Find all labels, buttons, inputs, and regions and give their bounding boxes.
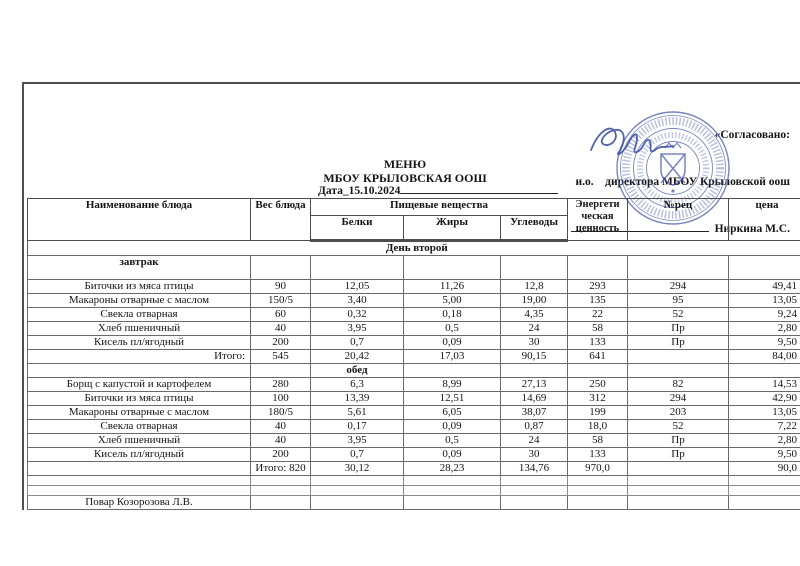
cell-r1-c2: [311, 255, 404, 279]
cell-r11-c3: 6,05: [404, 405, 501, 419]
cell-r18-c3: [404, 495, 501, 509]
cell-r7-c1: 545: [251, 349, 311, 363]
cell-r2-c6: 294: [628, 279, 729, 293]
cell-r7-c4: 90,15: [501, 349, 568, 363]
col-header-energy: Энергети ческая ценность: [568, 199, 628, 241]
cell-r6-c5: 133: [568, 335, 628, 349]
cell-r13-c6: Пр: [628, 433, 729, 447]
cell-r9-c1: 280: [251, 377, 311, 391]
cell-r13-c1: 40: [251, 433, 311, 447]
cell-r11-c6: 203: [628, 405, 729, 419]
cell-r14-c1: 200: [251, 447, 311, 461]
cell-r18-c5: [568, 495, 628, 509]
cell-r7-c5: 641: [568, 349, 628, 363]
cell-r17-c5: [568, 485, 628, 495]
cell-r1-c5: [568, 255, 628, 279]
cell-r17-c2: [311, 485, 404, 495]
cell-r3-c1: 150/5: [251, 293, 311, 307]
approver-name: Ниркина М.С.: [714, 223, 790, 235]
cell-r5-c7: 2,80: [729, 321, 800, 335]
table-row-item: [28, 307, 800, 321]
cell-r17-c7: [729, 485, 800, 495]
cell-r3-c2: 3,40: [311, 293, 404, 307]
cell-r12-c7: 7,22: [729, 419, 800, 433]
table-row-item: [28, 321, 800, 335]
table-row-cook: [28, 495, 800, 509]
table-row-empty: [28, 485, 800, 495]
cell-r11-c1: 180/5: [251, 405, 311, 419]
cell-r9-c2: 6,3: [311, 377, 404, 391]
cell-r1-c6: [628, 255, 729, 279]
cell-r14-c4: 30: [501, 447, 568, 461]
cell-r8-c6: [628, 363, 729, 377]
cell-r8-c1: [251, 363, 311, 377]
cell-r6-c7: 9,50: [729, 335, 800, 349]
cell-r16-c2: [311, 475, 404, 485]
cell-r5-c6: Пр: [628, 321, 729, 335]
cell-r12-c2: 0,17: [311, 419, 404, 433]
cell-r8-c3: [404, 363, 501, 377]
cell-r9-c5: 250: [568, 377, 628, 391]
table-row-day: [28, 241, 800, 256]
cell-r9-c0: Борщ с капустой и картофелем: [28, 377, 251, 391]
cell-r3-c5: 135: [568, 293, 628, 307]
cell-r8-c0: [28, 363, 251, 377]
school-name: МБОУ КРЫЛОВСКАЯ ООШ: [323, 171, 487, 185]
cell-r15-c7: 90,0: [729, 461, 800, 475]
cell-r2-c4: 12,8: [501, 279, 568, 293]
cell-r16-c7: [729, 475, 800, 485]
cell-r1-c7: [729, 255, 800, 279]
cell-r16-c3: [404, 475, 501, 485]
cell-r17-c4: [501, 485, 568, 495]
cell-r6-c2: 0,7: [311, 335, 404, 349]
cell-r15-c4: 134,76: [501, 461, 568, 475]
cell-r9-c3: 8,99: [404, 377, 501, 391]
cell-r18-c7: [729, 495, 800, 509]
cell-r13-c4: 24: [501, 433, 568, 447]
table-row-item: [28, 405, 800, 419]
cell-r15-c2: 30,12: [311, 461, 404, 475]
cell-r15-c3: 28,23: [404, 461, 501, 475]
cell-r14-c3: 0,09: [404, 447, 501, 461]
cell-r3-c3: 5,00: [404, 293, 501, 307]
cell-r8-c5: [568, 363, 628, 377]
table-row-item: [28, 433, 800, 447]
cell-r4-c4: 4,35: [501, 307, 568, 321]
cell-r13-c2: 3,95: [311, 433, 404, 447]
cell-r12-c5: 18,0: [568, 419, 628, 433]
cell-r14-c5: 133: [568, 447, 628, 461]
cell-r12-c1: 40: [251, 419, 311, 433]
cell-r4-c2: 0,32: [311, 307, 404, 321]
cell-r11-c7: 13,05: [729, 405, 800, 419]
cell-r6-c6: Пр: [628, 335, 729, 349]
menu-table-header: [28, 199, 800, 241]
cell-r4-c0: Свекла отварная: [28, 307, 251, 321]
cell-r9-c4: 27,13: [501, 377, 568, 391]
cell-r9-c7: 14,53: [729, 377, 800, 391]
cell-r5-c4: 24: [501, 321, 568, 335]
cell-r15-c5: 970,0: [568, 461, 628, 475]
col-header-dish-name: Наименование блюда: [28, 199, 251, 241]
table-row-item: [28, 335, 800, 349]
cell-r4-c5: 22: [568, 307, 628, 321]
cell-r6-c0: Кисель пл/ягодный: [28, 335, 251, 349]
menu-table-body: [28, 241, 800, 510]
cell-r7-c0: Итого:: [28, 349, 251, 363]
cell-r3-c7: 13,05: [729, 293, 800, 307]
day-label: День второй: [28, 241, 800, 256]
cell-r18-c6: [628, 495, 729, 509]
table-row-section: [28, 255, 800, 279]
cell-r12-c3: 0,09: [404, 419, 501, 433]
cell-r7-c7: 84,00: [729, 349, 800, 363]
cell-r5-c2: 3,95: [311, 321, 404, 335]
date-underline: [400, 184, 558, 194]
cell-r6-c3: 0,09: [404, 335, 501, 349]
col-header-recipe: №рец: [628, 199, 729, 241]
col-header-protein: Белки: [311, 216, 404, 241]
cell-r12-c6: 52: [628, 419, 729, 433]
cell-r5-c5: 58: [568, 321, 628, 335]
cell-r12-c0: Свекла отварная: [28, 419, 251, 433]
cell-r14-c0: Кисель пл/ягодный: [28, 447, 251, 461]
cell-r13-c0: Хлеб пшеничный: [28, 433, 251, 447]
cell-r10-c7: 42,90: [729, 391, 800, 405]
cell-r14-c7: 9,50: [729, 447, 800, 461]
cell-r6-c4: 30: [501, 335, 568, 349]
cell-r18-c2: [311, 495, 404, 509]
cell-r17-c6: [628, 485, 729, 495]
cell-r14-c2: 0,7: [311, 447, 404, 461]
cell-r1-c1: [251, 255, 311, 279]
cell-r10-c2: 13,39: [311, 391, 404, 405]
cell-r2-c3: 11,26: [404, 279, 501, 293]
table-row-item: [28, 279, 800, 293]
menu-table: [27, 198, 800, 510]
cell-r17-c1: [251, 485, 311, 495]
col-header-carbs: Углеводы: [501, 216, 568, 241]
cell-r10-c1: 100: [251, 391, 311, 405]
table-row-item: [28, 377, 800, 391]
cell-r11-c2: 5,61: [311, 405, 404, 419]
cell-r8-c7: [729, 363, 800, 377]
cell-r13-c3: 0,5: [404, 433, 501, 447]
cell-r7-c3: 17,03: [404, 349, 501, 363]
approval-line2: и.о. директора МБОУ Крыловской оош: [575, 175, 790, 188]
col-header-weight: Вес блюда: [251, 199, 311, 241]
table-row-item: [28, 293, 800, 307]
table-row-meal: [28, 363, 800, 377]
cell-r18-c0: Повар Козорозова Л.В.: [28, 495, 251, 509]
cell-r4-c6: 52: [628, 307, 729, 321]
cell-r5-c0: Хлеб пшеничный: [28, 321, 251, 335]
cell-r5-c1: 40: [251, 321, 311, 335]
cell-r16-c1: [251, 475, 311, 485]
cell-r2-c0: Биточки из мяса птицы: [28, 279, 251, 293]
cell-r18-c4: [501, 495, 568, 509]
cell-r1-c0: завтрак: [28, 255, 251, 279]
cell-r17-c0: [28, 485, 251, 495]
cell-r10-c0: Биточки из мяса птицы: [28, 391, 251, 405]
cell-r2-c7: 49,41: [729, 279, 800, 293]
cell-r10-c4: 14,69: [501, 391, 568, 405]
cell-r3-c0: Макароны отварные с маслом: [28, 293, 251, 307]
cell-r3-c6: 95: [628, 293, 729, 307]
cell-r2-c1: 90: [251, 279, 311, 293]
cell-r4-c7: 9,24: [729, 307, 800, 321]
table-row-empty: [28, 475, 800, 485]
cell-r18-c1: [251, 495, 311, 509]
cell-r7-c6: [628, 349, 729, 363]
table-row-item: [28, 419, 800, 433]
cell-r4-c1: 60: [251, 307, 311, 321]
title-block: [20, 157, 790, 185]
cell-r8-c2: обед: [311, 363, 404, 377]
cell-r8-c4: [501, 363, 568, 377]
cell-r6-c1: 200: [251, 335, 311, 349]
cell-r3-c4: 19,00: [501, 293, 568, 307]
approval-line1: «Согласовано:: [714, 129, 790, 141]
cell-r16-c4: [501, 475, 568, 485]
cell-r10-c3: 12,51: [404, 391, 501, 405]
cell-r9-c6: 82: [628, 377, 729, 391]
table-row-item: [28, 447, 800, 461]
cell-r12-c4: 0,87: [501, 419, 568, 433]
cell-r11-c5: 199: [568, 405, 628, 419]
date-value: Дата_15.10.2024: [318, 185, 401, 197]
cell-r10-c5: 312: [568, 391, 628, 405]
cell-r14-c6: Пр: [628, 447, 729, 461]
cell-r4-c3: 0,18: [404, 307, 501, 321]
col-header-price: цена: [729, 199, 800, 241]
cell-r16-c0: [28, 475, 251, 485]
table-row-total: [28, 349, 800, 363]
cell-r2-c5: 293: [568, 279, 628, 293]
cell-r7-c2: 20,42: [311, 349, 404, 363]
cell-r16-c6: [628, 475, 729, 485]
table-row-total2: [28, 461, 800, 475]
cell-r11-c4: 38,07: [501, 405, 568, 419]
date-line: [318, 184, 558, 197]
cell-r16-c5: [568, 475, 628, 485]
menu-title: МЕНЮ: [383, 157, 427, 171]
col-header-nutrients: Пищевые вещества: [311, 199, 568, 216]
cell-r10-c6: 294: [628, 391, 729, 405]
cell-r17-c3: [404, 485, 501, 495]
cell-r13-c5: 58: [568, 433, 628, 447]
cell-r15-c0: [28, 461, 251, 475]
cell-r11-c0: Макароны отварные с маслом: [28, 405, 251, 419]
cell-r5-c3: 0,5: [404, 321, 501, 335]
cell-r1-c4: [501, 255, 568, 279]
cell-r15-c6: [628, 461, 729, 475]
cell-r2-c2: 12,05: [311, 279, 404, 293]
cell-r15-c1: Итого: 820: [251, 461, 311, 475]
cell-r1-c3: [404, 255, 501, 279]
cell-r13-c7: 2,80: [729, 433, 800, 447]
table-row-item: [28, 391, 800, 405]
col-header-fat: Жиры: [404, 216, 501, 241]
